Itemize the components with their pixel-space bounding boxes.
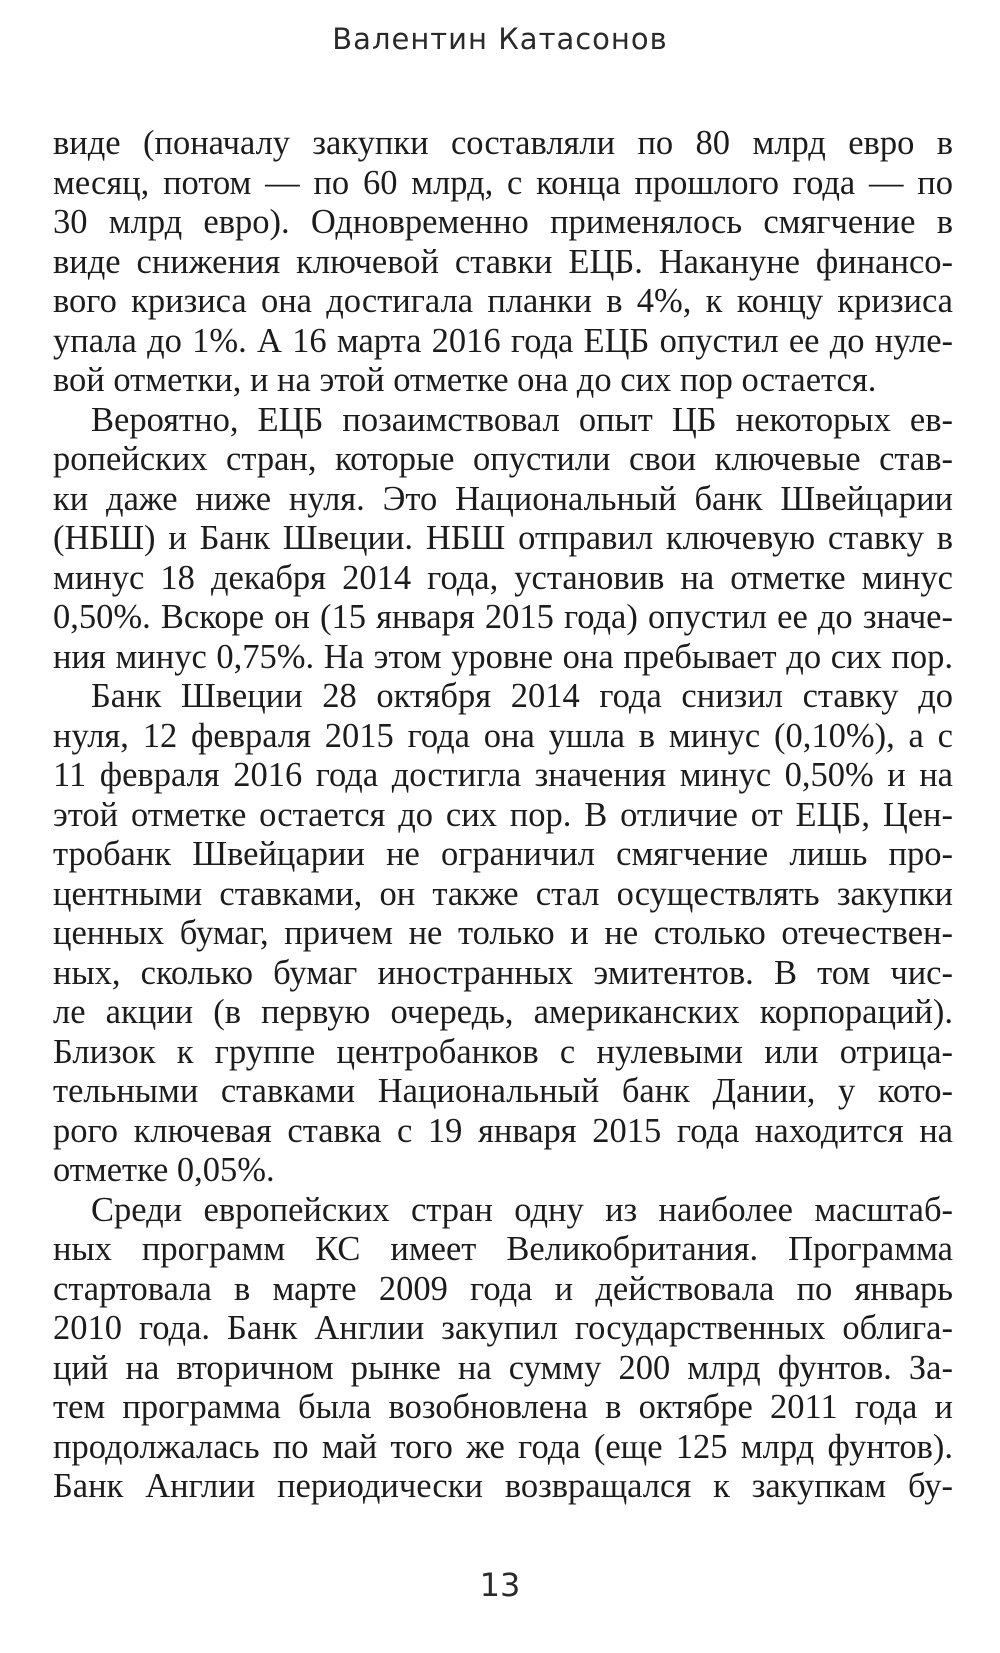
text-line: месяц, потом — по 60 млрд, с конца прошлого года — по (53, 163, 953, 202)
text-line: Среди европейских стран одну из наиболее масштаб- (91, 1190, 953, 1229)
text-line: (НБШ) и Банк Швеции. НБШ отправил ключевую ставку в (53, 519, 953, 557)
text-line: тельными ставками Национальный банк Дании, у кото- (53, 1072, 953, 1110)
text-line: нуля, 12 февраля 2015 года она ушла в минус (0,10%), а с (53, 716, 953, 755)
text-line: отметке 0,05%. (53, 1151, 275, 1189)
text-line: центными ставками, он также стал осуществлять закупки (53, 874, 953, 913)
page-number: 13 (479, 1566, 521, 1604)
text-line: вого кризиса она достигала планки в 4%, к концу кризиса (53, 282, 953, 320)
text-line: упала до 1%. А 16 марта 2016 года ЕЦБ опустил ее до нуле- (53, 321, 953, 360)
text-line: ки даже ниже нуля. Это Национальный банк Швейцарии (53, 479, 953, 518)
text-line: ных, сколько бумаг иностранных эмитентов. В том чис- (53, 953, 953, 992)
text-line: Банк Англии периодически возвращался к закупкам бу- (53, 1467, 953, 1505)
body-text (53, 124, 953, 1507)
text-line: тем программа была возобновлена в октябре 2011 года и (53, 1388, 953, 1426)
text-line: Банк Швеции 28 октября 2014 года снизил ставку до (91, 677, 953, 715)
text-line: 11 февраля 2016 года достигла значения минус 0,50% и на (53, 756, 953, 794)
text-line: минус 18 декабря 2014 года, установив на отметке минус (53, 558, 953, 597)
text-line: 2010 года. Банк Англии закупил государственных облига- (53, 1309, 953, 1347)
text-line: ния минус 0,75%. На этом уровне она пребывает до сих пор. (53, 637, 953, 676)
text-line: этой отметке остается до сих пор. В отличие от ЕЦБ, Цен- (53, 795, 953, 834)
text-line: виде (поначалу закупки составляли по 80 млрд евро в (53, 124, 953, 162)
running-header: Валентин Катасонов (332, 22, 668, 56)
text-line: продолжалась по май того же года (еще 125 млрд фунтов). (53, 1427, 953, 1466)
text-line: Вероятно, ЕЦБ позаимствовал опыт ЦБ некоторых ев- (91, 400, 953, 439)
text-line: виде снижения ключевой ставки ЕЦБ. Накануне финансо- (53, 242, 953, 281)
text-line: ций на вторичном рынке на сумму 200 млрд фунтов. За- (53, 1348, 953, 1387)
text-line: ле акции (в первую очередь, американских корпораций). (53, 993, 953, 1031)
text-line: ропейских стран, которые опустили свои ключевые став- (53, 440, 953, 478)
text-line: Близок к группе центробанков с нулевыми или отрица- (53, 1032, 953, 1071)
text-line: ценных бумаг, причем не только и не столько отечествен- (53, 914, 953, 952)
text-line: стартовала в марте 2009 года и действовала по январь (53, 1269, 953, 1308)
text-line: 30 млрд евро). Одновременно применялось смягчение в (53, 203, 953, 241)
text-line: тробанк Швейцарии не ограничил смягчение лишь про- (53, 835, 953, 873)
text-line: ных программ КС имеет Великобритания. Программа (53, 1230, 953, 1268)
text-line: вой отметки, и на этой отметке она до сих пор остается. (53, 361, 877, 399)
text-line: рого ключевая ставка с 19 января 2015 года находится на (53, 1111, 953, 1150)
text-line: 0,50%. Вскоре он (15 января 2015 года) опустил ее до значе- (53, 598, 953, 636)
